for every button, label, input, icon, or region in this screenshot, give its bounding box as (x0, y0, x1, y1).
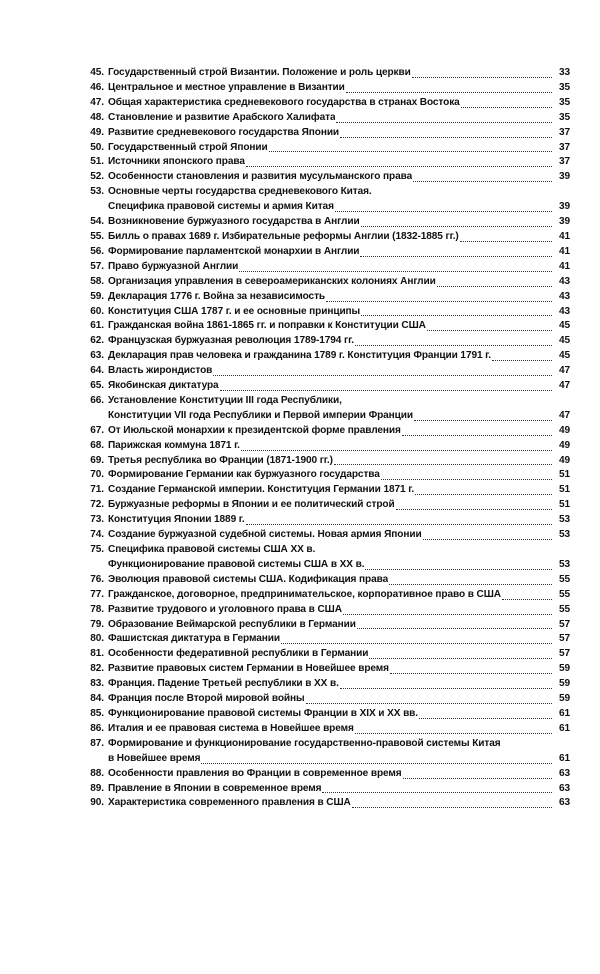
toc-entry-page: 35 (558, 81, 570, 93)
toc-entry-line (80, 454, 570, 469)
toc-entry (80, 170, 570, 185)
toc-entry-line (80, 767, 570, 782)
toc-entry-page: 35 (558, 111, 570, 123)
toc-entry-line (80, 513, 570, 528)
toc-entry-line (80, 618, 570, 633)
toc-entry-page: 33 (558, 67, 570, 78)
toc-entry-page: 57 (558, 648, 570, 660)
toc-entry-number: 48. (90, 111, 104, 123)
toc-entry-number: 89. (90, 782, 104, 794)
dot-leader (461, 107, 552, 108)
toc-entry-page: 61 (558, 722, 570, 734)
toc-entry (80, 424, 570, 439)
toc-entry (80, 782, 570, 797)
toc-entry-number: 60. (90, 305, 104, 317)
toc-entry-line (80, 424, 570, 439)
toc-entry-title: Источники японского права (108, 156, 245, 168)
toc-entry-number: 51. (90, 156, 104, 168)
dot-leader (269, 151, 552, 152)
dot-leader (335, 211, 552, 212)
toc-entry-title: в Новейшее время (108, 752, 201, 764)
toc-entry-title: Правление в Японии в современное время (108, 782, 322, 794)
toc-entry (80, 245, 570, 260)
dot-leader (414, 420, 552, 421)
toc-entry-title: Становление и развитие Арабского Халифата (108, 111, 336, 123)
dot-leader (322, 792, 552, 793)
toc-entry-line (80, 126, 570, 141)
toc-entry-page: 37 (558, 126, 570, 138)
toc-entry-page: 57 (558, 633, 570, 645)
toc-entry-number: 62. (90, 335, 104, 347)
toc-entry-title: Функционирование правовой системы США в XX в. (108, 558, 365, 570)
toc-entry-line (80, 185, 570, 200)
toc-entry (80, 543, 570, 573)
toc-entry-title: Создание Германской империи. Конституция Германии 1871 г. (108, 484, 415, 496)
toc-entry-number: 56. (90, 245, 104, 257)
toc-entry-title: Формирование и функционирование государственно-правовой системы Китая (108, 737, 501, 749)
toc-entry-number: 81. (90, 648, 104, 660)
toc-entry (80, 618, 570, 633)
toc-entry-title: Франция. Падение Третьей республики в XX в. (108, 678, 339, 690)
toc-entry-title: Формирование парламентской монархии в Англии (108, 245, 360, 257)
dot-leader (220, 390, 552, 391)
toc-entry-line (80, 483, 570, 498)
toc-entry-title: Гражданское, договорное, предпринимательское, корпоративное право в США (108, 588, 501, 600)
toc-entry-number: 66. (90, 394, 104, 406)
toc-entry-page: 57 (558, 618, 570, 630)
toc-entry-title: Декларация 1776 г. Война за независимость (108, 290, 326, 302)
dot-leader (213, 375, 552, 376)
toc-entry-line (80, 752, 570, 767)
toc-entry-number: 85. (90, 707, 104, 719)
toc-entry-page: 55 (558, 573, 570, 585)
toc-entry (80, 439, 570, 454)
toc-entry (80, 647, 570, 662)
toc-entry-title: Эволюция правовой системы США. Кодификация права (108, 573, 389, 585)
toc-entry-page: 35 (558, 96, 570, 108)
toc-entry-number: 86. (90, 722, 104, 734)
toc-entry-page: 37 (558, 141, 570, 153)
dot-leader (326, 301, 552, 302)
toc-entry-number: 58. (90, 275, 104, 287)
toc-entry (80, 737, 570, 767)
toc-entry-title: Право буржуазной Англии (108, 260, 239, 272)
dot-leader (352, 807, 552, 808)
toc-entry (80, 796, 570, 811)
toc-entry-line (80, 215, 570, 230)
toc-entry-title: Функционирование правовой системы Франции в XIX и XX вв. (108, 707, 418, 719)
dot-leader (239, 271, 552, 272)
dot-leader (389, 584, 552, 585)
toc-entry-page: 45 (558, 350, 570, 362)
dot-leader (336, 122, 552, 123)
toc-entry-title: Характеристика современного правления в США (108, 797, 351, 809)
toc-entry-title: Организация управления в североамериканских колониях Англии (108, 275, 436, 287)
toc-entry-number: 84. (90, 693, 104, 705)
toc-entry-line (80, 796, 570, 811)
toc-entry-number: 78. (90, 603, 104, 615)
dot-leader (381, 479, 552, 480)
toc-entry-page: 53 (558, 514, 570, 526)
toc-entry (80, 454, 570, 469)
toc-entry-page: 63 (558, 782, 570, 794)
toc-entry-number: 65. (90, 380, 104, 392)
table-of-contents (80, 66, 570, 811)
toc-entry-title: Власть жирондистов (108, 365, 213, 377)
dot-leader (361, 315, 552, 316)
toc-entry-line (80, 782, 570, 797)
toc-entry-page: 59 (558, 678, 570, 690)
toc-entry-page: 49 (558, 454, 570, 466)
dot-leader (502, 599, 552, 600)
toc-entry-title: Государственный строй Византии. Положение и роль церкви (108, 67, 411, 78)
toc-entry-page: 59 (558, 693, 570, 705)
toc-entry-line (80, 111, 570, 126)
dot-leader (492, 360, 552, 361)
toc-entry-title: Гражданская война 1861-1865 гг. и поправки к Конституции США (108, 320, 426, 332)
toc-entry-title: Развитие правовых систем Германии в Новейшее время (108, 663, 389, 675)
toc-entry (80, 126, 570, 141)
toc-entry (80, 483, 570, 498)
toc-entry (80, 662, 570, 677)
toc-entry (80, 81, 570, 96)
toc-entry-title: Создание буржуазной судебной системы. Новая армия Японии (108, 529, 422, 541)
dot-leader (340, 688, 552, 689)
toc-entry-page: 63 (558, 767, 570, 779)
toc-entry-page: 53 (558, 558, 570, 570)
dot-leader (412, 77, 552, 78)
toc-entry-page: 43 (558, 275, 570, 287)
toc-entry-page: 37 (558, 156, 570, 168)
toc-entry-number: 55. (90, 230, 104, 242)
dot-leader (357, 628, 552, 629)
toc-entry-page: 49 (558, 439, 570, 451)
toc-entry-title: Развитие трудового и уголовного права в США (108, 603, 342, 615)
toc-entry-line (80, 379, 570, 394)
toc-entry-page: 45 (558, 335, 570, 347)
toc-entry-title: Буржуазные реформы в Японии и ее политический строй (108, 499, 395, 511)
dot-leader (343, 614, 552, 615)
toc-entry-line (80, 96, 570, 111)
toc-entry-number: 54. (90, 216, 104, 228)
toc-entry-title: Развитие средневекового государства Японии (108, 126, 340, 138)
dot-leader (246, 524, 552, 525)
toc-entry-page: 41 (558, 260, 570, 272)
dot-leader (306, 703, 552, 704)
toc-entry (80, 498, 570, 513)
toc-entry-number: 79. (90, 618, 104, 630)
dot-leader (402, 435, 552, 436)
toc-entry-title: Установление Конституции III года Республики, (108, 394, 342, 406)
toc-entry-number: 47. (90, 96, 104, 108)
toc-entry-line (80, 200, 570, 215)
toc-entry-line (80, 275, 570, 290)
dot-leader (460, 241, 552, 242)
toc-entry-number: 87. (90, 737, 104, 749)
toc-entry-line (80, 647, 570, 662)
toc-entry-number: 80. (90, 633, 104, 645)
toc-entry-line (80, 677, 570, 692)
toc-entry (80, 141, 570, 156)
toc-entry-number: 76. (90, 573, 104, 585)
toc-entry-line (80, 558, 570, 573)
toc-entry-number: 88. (90, 767, 104, 779)
dot-leader (415, 494, 552, 495)
toc-entry-title: Декларация прав человека и гражданина 1789 г. Конституция Франции 1791 г. (108, 350, 491, 362)
toc-entry (80, 364, 570, 379)
toc-entry-page: 47 (558, 380, 570, 392)
toc-entry-title: Конституция Японии 1889 г. (108, 514, 245, 526)
toc-entry-page: 47 (558, 365, 570, 377)
toc-entry-page: 51 (558, 484, 570, 496)
toc-entry-title: Особенности федеративной республики в Германии (108, 648, 369, 660)
dot-leader (334, 464, 552, 465)
toc-entry-number: 45. (90, 67, 104, 78)
toc-entry-line (80, 588, 570, 603)
toc-entry-line (80, 573, 570, 588)
dot-leader (355, 733, 552, 734)
toc-entry (80, 260, 570, 275)
toc-entry-title: Якобинская диктатура (108, 380, 219, 392)
toc-entry-title: Особенности становления и развития мусульманского права (108, 171, 413, 183)
toc-entry-line (80, 409, 570, 424)
toc-entry-page: 59 (558, 663, 570, 675)
toc-entry (80, 692, 570, 707)
toc-entry-page: 55 (558, 603, 570, 615)
toc-entry-number: 53. (90, 186, 104, 198)
toc-entry (80, 588, 570, 603)
toc-entry (80, 96, 570, 111)
dot-leader (340, 137, 552, 138)
toc-entry-line (80, 707, 570, 722)
toc-entry-title: Специфика правовой системы США XX в. (108, 544, 316, 555)
toc-entry-title: От Июльской монархии к президентской форме правления (108, 424, 401, 436)
toc-entry-page: 39 (558, 171, 570, 183)
toc-entry-title: Фашистская диктатура в Германии (108, 633, 280, 645)
toc-entry-number: 57. (90, 260, 104, 272)
toc-entry (80, 394, 570, 424)
toc-entry-title: Образование Веймарской республики в Германии (108, 618, 356, 630)
toc-entry-title: Государственный строй Японии (108, 141, 268, 153)
toc-entry-line (80, 722, 570, 737)
toc-entry-page: 51 (558, 499, 570, 511)
toc-entry-line (80, 155, 570, 170)
toc-entry-title: Основные черты государства средневекового Китая. (108, 186, 372, 198)
toc-entry-line (80, 66, 570, 81)
toc-entry (80, 349, 570, 364)
toc-entry (80, 677, 570, 692)
toc-entry-page: 39 (558, 216, 570, 228)
dot-leader (369, 658, 552, 659)
toc-entry (80, 513, 570, 528)
toc-entry-title: Конституции VII года Республики и Первой империи Франции (108, 409, 413, 421)
toc-entry-page: 47 (558, 409, 570, 421)
toc-entry (80, 573, 570, 588)
toc-entry (80, 334, 570, 349)
toc-entry-number: 68. (90, 439, 104, 451)
dot-leader (201, 763, 552, 764)
dot-leader (360, 256, 552, 257)
toc-entry-number: 71. (90, 484, 104, 496)
toc-entry-page: 45 (558, 320, 570, 332)
toc-entry-number: 49. (90, 126, 104, 138)
toc-entry-page: 63 (558, 797, 570, 809)
dot-leader (437, 286, 552, 287)
toc-entry-number: 74. (90, 529, 104, 541)
toc-entry-number: 67. (90, 424, 104, 436)
toc-entry (80, 767, 570, 782)
toc-entry-number: 70. (90, 469, 104, 481)
dot-leader (346, 92, 552, 93)
toc-entry-line (80, 632, 570, 647)
toc-entry-number: 90. (90, 797, 104, 809)
dot-leader (403, 778, 552, 779)
toc-entry (80, 603, 570, 618)
toc-entry-line (80, 468, 570, 483)
toc-entry-page: 41 (558, 245, 570, 257)
toc-entry-line (80, 170, 570, 185)
toc-entry-line (80, 662, 570, 677)
dot-leader (241, 450, 552, 451)
toc-entry-title: Парижская коммуна 1871 г. (108, 439, 240, 451)
toc-entry-line (80, 349, 570, 364)
toc-entry (80, 707, 570, 722)
toc-entry-line (80, 364, 570, 379)
toc-entry-number: 83. (90, 678, 104, 690)
toc-entry-line (80, 245, 570, 260)
toc-entry-page: 61 (558, 752, 570, 764)
toc-entry-number: 46. (90, 81, 104, 93)
toc-entry-page: 43 (558, 305, 570, 317)
toc-entry-title: Италия и ее правовая система в Новейшее время (108, 722, 354, 734)
toc-entry (80, 319, 570, 334)
dot-leader (246, 166, 552, 167)
toc-entry-page: 43 (558, 290, 570, 302)
toc-entry-line (80, 543, 570, 558)
toc-entry-page: 51 (558, 469, 570, 481)
toc-entry-number: 77. (90, 588, 104, 600)
dot-leader (396, 509, 552, 510)
toc-entry (80, 66, 570, 81)
dot-leader (361, 226, 552, 227)
toc-entry-page: 39 (558, 201, 570, 213)
toc-entry-page: 41 (558, 230, 570, 242)
toc-entry (80, 632, 570, 647)
toc-entry-line (80, 603, 570, 618)
toc-entry (80, 528, 570, 543)
dot-leader (355, 345, 552, 346)
toc-entry (80, 111, 570, 126)
toc-entry-line (80, 141, 570, 156)
toc-entry-number: 52. (90, 171, 104, 183)
toc-entry-line (80, 290, 570, 305)
toc-entry-line (80, 81, 570, 96)
toc-entry-line (80, 334, 570, 349)
toc-entry-line (80, 498, 570, 513)
toc-entry-title: Третья республика во Франции (1871-1900 гг.) (108, 454, 333, 466)
toc-entry-number: 82. (90, 663, 104, 675)
toc-entry (80, 379, 570, 394)
toc-entry-number: 64. (90, 365, 104, 377)
toc-entry-number: 72. (90, 499, 104, 511)
toc-entry-number: 73. (90, 514, 104, 526)
toc-entry-line (80, 305, 570, 320)
dot-leader (365, 569, 552, 570)
toc-entry (80, 305, 570, 320)
toc-entry (80, 290, 570, 305)
dot-leader (427, 330, 552, 331)
toc-entry-number: 59. (90, 290, 104, 302)
toc-entry-line (80, 319, 570, 334)
toc-entry-number: 63. (90, 350, 104, 362)
toc-entry-title: Специфика правовой системы и армия Китая (108, 201, 334, 213)
toc-entry-line (80, 230, 570, 245)
dot-leader (419, 718, 552, 719)
dot-leader (390, 673, 552, 674)
toc-entry-title: Общая характеристика средневекового государства в странах Востока (108, 96, 460, 108)
toc-entry (80, 155, 570, 170)
toc-entry-title: Конституция США 1787 г. и ее основные принципы (108, 305, 361, 317)
toc-entry-title: Особенности правления во Франции в современное время (108, 767, 402, 779)
toc-entry-line (80, 692, 570, 707)
toc-entry-title: Формирование Германии как буржуазного государства (108, 469, 380, 481)
dot-leader (423, 539, 552, 540)
toc-entry-page: 55 (558, 588, 570, 600)
toc-entry-number: 50. (90, 141, 104, 153)
toc-entry-title: Центральное и местное управление в Византии (108, 81, 345, 93)
toc-entry-line (80, 528, 570, 543)
toc-entry-page: 61 (558, 707, 570, 719)
toc-entry-line (80, 260, 570, 275)
toc-entry (80, 230, 570, 245)
toc-entry-page: 53 (558, 529, 570, 541)
dot-leader (281, 643, 552, 644)
toc-entry-number: 69. (90, 454, 104, 466)
toc-entry-number: 75. (90, 544, 104, 555)
toc-entry (80, 722, 570, 737)
toc-entry-number: 61. (90, 320, 104, 332)
toc-entry-title: Французская буржуазная революция 1789-1794 гг. (108, 335, 354, 347)
dot-leader (413, 181, 552, 182)
toc-entry-title: Билль о правах 1689 г. Избирательные реформы Англии (1832-1885 гг.) (108, 230, 459, 242)
toc-entry-page: 49 (558, 424, 570, 436)
toc-entry (80, 215, 570, 230)
toc-entry-title: Франция после Второй мировой войны (108, 693, 305, 705)
toc-entry-line (80, 439, 570, 454)
toc-entry (80, 468, 570, 483)
toc-entry-line (80, 394, 570, 409)
toc-entry (80, 275, 570, 290)
toc-entry-line (80, 737, 570, 752)
toc-entry (80, 185, 570, 215)
toc-entry-title: Возникновение буржуазного государства в Англии (108, 216, 360, 228)
